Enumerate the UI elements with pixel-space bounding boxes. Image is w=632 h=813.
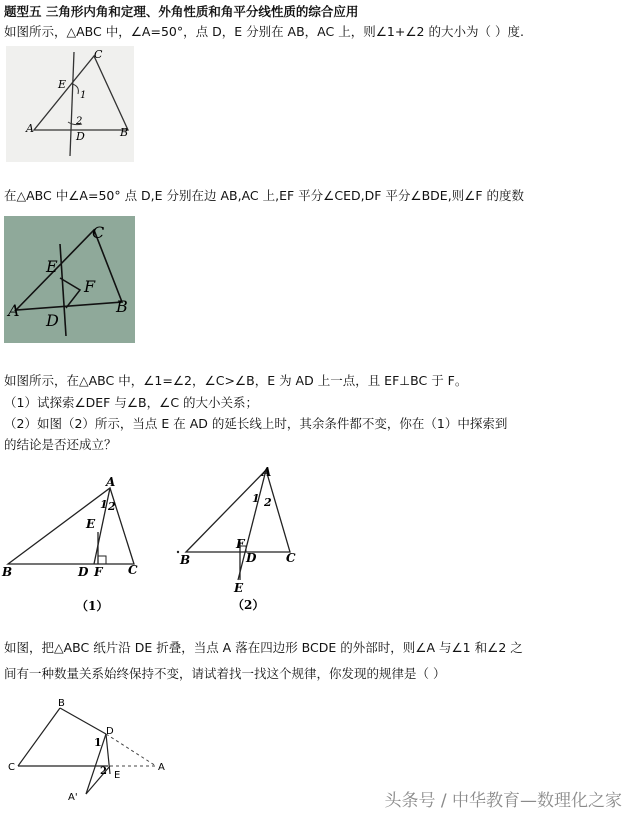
fig1-label-a: A	[26, 122, 34, 135]
fig3b-label-2: 2	[264, 496, 272, 509]
fig1-label-e: E	[58, 78, 67, 91]
problem-4-line2: 间有一种数量关系始终保持不变，请试着找一找这个规律，你发现的规律是（ ）	[4, 666, 446, 681]
fig4-label-a: A	[158, 762, 165, 773]
problem-3-figure-2	[172, 462, 312, 612]
problem-1-text: 如图所示，△ABC 中，∠A=50°，点 D，E 分别在 AB，AC 上，则∠1+∠2 的大小为（ ）度.	[4, 24, 524, 39]
fig3a-label-a: A	[106, 475, 116, 489]
section-title: 题型五 三角形内角和定理、外角性质和角平分线性质的综合应用	[4, 4, 359, 19]
fig1-label-1: 1	[80, 90, 87, 101]
fig3a-label-f: F	[94, 565, 103, 579]
fig2-label-e: E	[46, 257, 58, 276]
fig3b-label-e: E	[234, 581, 244, 595]
fig2-label-d: D	[46, 311, 59, 330]
fig4-label-1: 1	[94, 736, 102, 749]
fig3b-label-1: 1	[252, 492, 260, 505]
problem-3-part2-line1: （2）如图（2）所示，当点 E 在 AD 的延长线上时，其余条件都不变，你在（1）中探索到	[4, 416, 508, 431]
watermark: 头条号 / 中华教育—数理化之家	[384, 791, 622, 811]
fig4-label-b: B	[58, 698, 65, 709]
fig3a-caption: （1）	[76, 599, 109, 613]
problem-3-part2-line2: 的结论是否还成立？	[4, 437, 117, 452]
fig3b-label-c: C	[286, 551, 296, 565]
fig3a-label-b: B	[2, 565, 13, 579]
fig3a-label-e: E	[86, 517, 96, 531]
problem-2-figure	[4, 216, 135, 343]
fig2-label-b: B	[116, 297, 128, 316]
fig4-label-2: 2	[100, 766, 107, 777]
fig4-label-c: C	[8, 762, 15, 773]
fig3b-label-a: A	[262, 465, 272, 479]
fig3a-label-c: C	[128, 563, 138, 577]
problem-3-part1: （1）试探索∠DEF 与∠B，∠C 的大小关系；	[4, 395, 259, 410]
problem-1-figure	[6, 46, 134, 162]
fig1-label-2: 2	[76, 116, 83, 127]
problem-4-line1: 如图，把△ABC 纸片沿 DE 折叠，当点 A 落在四边形 BCDE 的外部时，则∠A 与∠1 和∠2 之	[4, 640, 523, 655]
problem-3-text: 如图所示，在△ABC 中，∠1=∠2，∠C>∠B，E 为 AD 上一点，且 EF⊥BC 于 F。	[4, 373, 468, 388]
fig1-label-c: C	[94, 48, 103, 61]
problem-3-figure-1	[0, 470, 150, 620]
fig3a-label-1: 1	[100, 498, 108, 511]
fig4-label-d: D	[106, 726, 114, 737]
fig3b-label-b: B	[180, 553, 191, 567]
fig4-label-a-prime: A'	[68, 792, 78, 803]
fig3a-label-2: 2	[108, 500, 116, 513]
fig4-label-e: E	[114, 770, 121, 781]
problem-2-text: 在△ABC 中∠A=50° 点 D,E 分别在边 AB,AC 上,EF 平分∠CED,DF 平分∠BDE,则∠F 的度数	[4, 188, 525, 203]
fig3b-label-d: D	[246, 551, 257, 565]
fig3b-caption: （2）	[232, 598, 265, 612]
fig2-label-a: A	[8, 301, 20, 320]
fig1-label-b: B	[120, 126, 129, 139]
fig2-label-f: F	[84, 277, 96, 296]
fig2-label-c: C	[92, 223, 105, 242]
fig1-label-d: D	[76, 130, 85, 143]
fig3b-label-f: F	[236, 537, 245, 551]
fig3a-label-d: D	[78, 565, 89, 579]
problem-4-figure	[0, 694, 180, 806]
